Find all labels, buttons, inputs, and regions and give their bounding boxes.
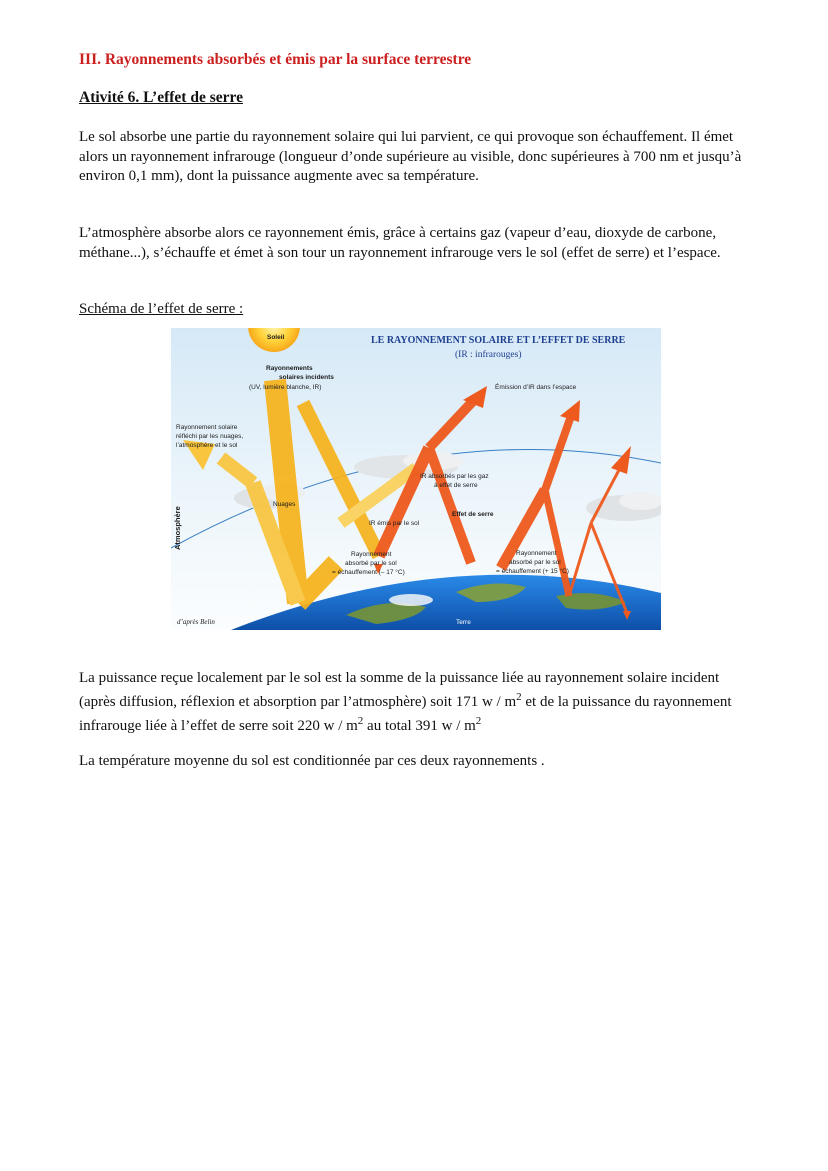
paragraph-mean-temperature: La température moyenne du sol est conditionnée par ces deux rayonnements . [79,753,545,769]
absorbed1-label-line1: Rayonnement [351,551,392,558]
power-text-part2: et de la puissance du rayonnement infrarouge liée à l’effet de serre soit 220 w / m [79,694,732,734]
incident-label-line2: solaires incidents [279,374,334,381]
reflected-label-line1: Rayonnement solaire [176,424,238,431]
space-emission-label: Émission d’IR dans l’espace [495,384,577,391]
figure-title: LE RAYONNEMENT SOLAIRE ET L’EFFET DE SERRE [371,335,626,346]
absorbed2-label-line2: absorbé par le sol [509,559,561,566]
paragraph-soil-absorption: Le sol absorbe une partie du rayonnement solaire qui lui parvient, ce qui provoque son échauffement. Il émet alors un rayonnement infrarouge (longueur d’onde supérieure au visible, donc supérieures à 700 nm et jusqu’à environ 0,1 mm), dont la puissance augmente avec sa température. [79,129,742,184]
activity-title: Ativité 6. L’effet de serre [79,89,243,106]
sun-label: Soleil [267,334,285,341]
absorbed2-label-line3: = échauffement (+ 15 °C) [496,568,569,575]
ir-emitted-label: IR émis par le sol [369,520,420,527]
reflected-label-line2: réfléchi par les nuages, [176,433,244,440]
power-sup1: 2 [516,691,522,703]
incident-label-line1: Rayonnements [266,365,313,372]
power-sup2: 2 [357,715,364,727]
figure-subtitle: (IR : infrarouges) [455,350,522,360]
absorbed1-label-line2: absorbé par le sol [345,560,397,567]
incident-label-line3: (UV, lumière blanche, IR) [249,384,322,391]
power-text-part1: La puissance reçue localement par le sol est la somme de la puissance liée au rayonnement solaire incident (après diffusion, réflexion et absorption par l’atmosphère) soit 171 w / m [79,670,720,710]
absorbed-gas-label-line1: IR absorbés par les gaz [420,473,489,480]
greenhouse-effect-diagram [171,328,661,630]
absorbed1-label-line3: = échauffement (– 17 °C) [332,569,405,576]
greenhouse-label: Effet de serre [452,511,494,518]
clouds-label: Nuages [273,501,296,508]
source-label: d’après Belin [177,618,215,626]
section-title: III. Rayonnements absorbés et émis par la surface terrestre [79,51,472,68]
schema-caption: Schéma de l’effet de serre : [79,301,244,317]
absorbed2-label-line1: Rayonnement [516,550,557,557]
paragraph-power-balance [79,666,759,738]
reflected-label-line3: l’atmosphère et le sol [176,442,238,449]
atmosphere-label: Atmosphère [173,506,182,550]
power-sup3: 2 [475,715,482,727]
absorbed-gas-label-line2: à effet de serre [434,482,478,489]
power-text-part3: au total 391 w / m [363,718,476,734]
paragraph-atmosphere-absorption: L’atmosphère absorbe alors ce rayonnement émis, grâce à certains gaz (vapeur d’eau, dioxyde de carbone, méthane...), s’échauffe et émet à son tour un rayonnement infrarouge vers le sol (effet de serre) et l’espace. [79,225,721,261]
earth-label: Terre [456,619,471,626]
